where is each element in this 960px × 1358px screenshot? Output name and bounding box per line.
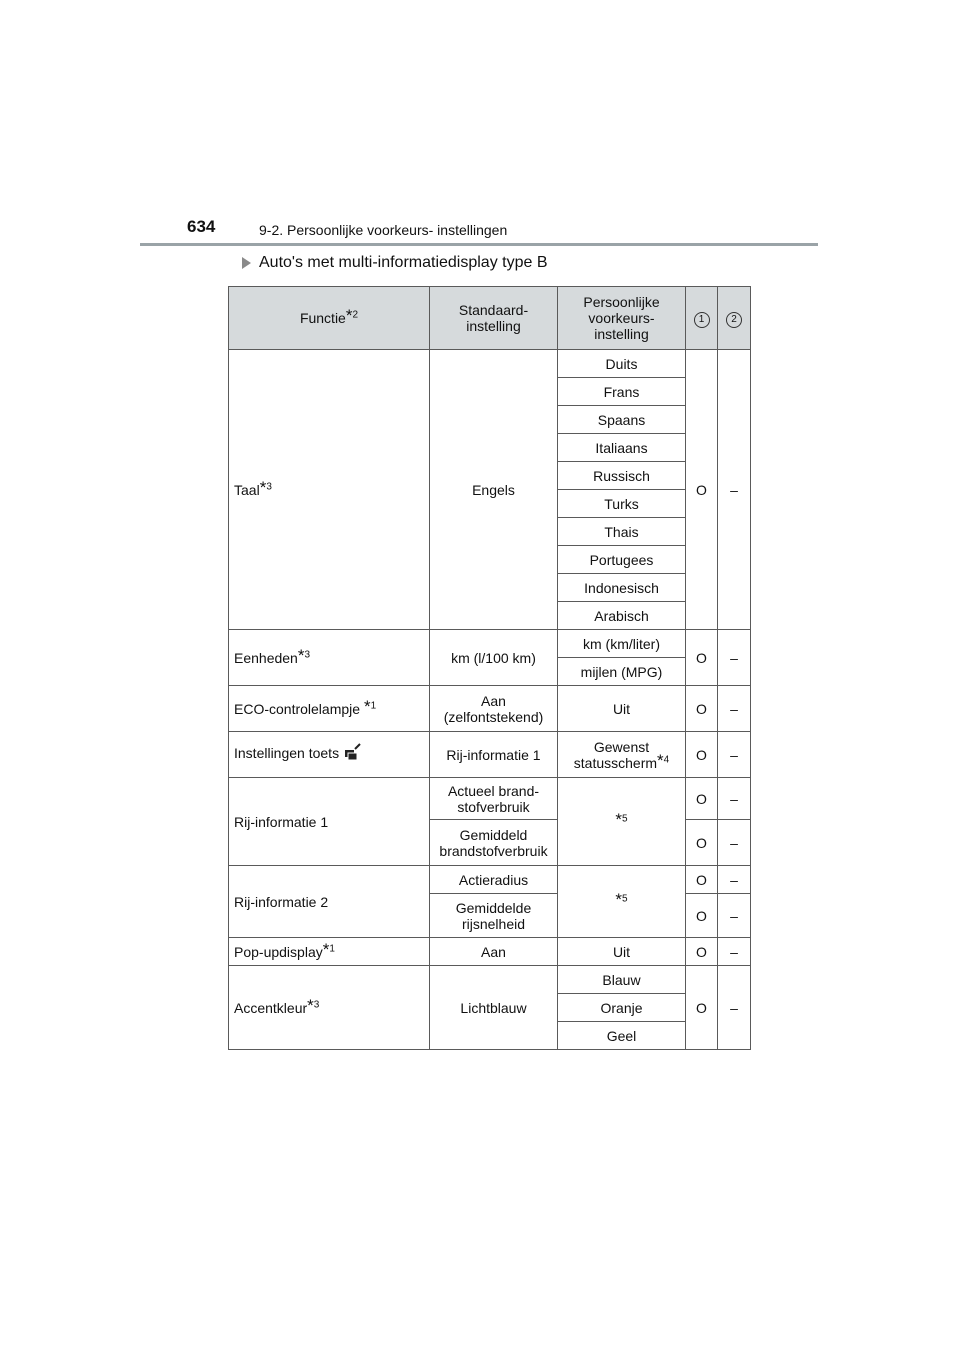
cell-col2: – <box>718 966 751 1050</box>
triangle-bullet-icon <box>242 257 251 269</box>
option-cell: Portugees <box>558 546 686 574</box>
option-cell: Geel <box>558 1022 686 1050</box>
cell-default-taal: Engels <box>430 350 558 630</box>
cell-col1: O <box>686 732 718 778</box>
cell-function-eco: ECO-controlelampje *$^1$ <box>229 686 430 732</box>
cell-col1: O <box>686 866 718 894</box>
option-cell: Oranje <box>558 994 686 1022</box>
circled-number-2: 2 <box>726 312 742 328</box>
settings-table <box>228 286 751 1050</box>
option-cell: Italiaans <box>558 434 686 462</box>
cell-col1: O <box>686 938 718 966</box>
subtitle-text: Auto's met multi-informatiedisplay type B <box>259 254 548 271</box>
cell-item-rij1-b: Gemiddeld brandstofverbruik <box>430 820 558 866</box>
cell-col2: – <box>718 350 751 630</box>
table-header-row <box>229 287 751 350</box>
cell-col2: – <box>718 630 751 686</box>
table-row <box>229 732 751 778</box>
option-cell: *$^5$ <box>558 778 686 866</box>
cell-function-popup: Pop-updisplay*$^1$ <box>229 938 430 966</box>
option-cell: Duits <box>558 350 686 378</box>
table-row <box>229 778 751 820</box>
cell-function-rij1: Rij-informatie 1 <box>229 778 430 866</box>
cell-item-rij1-a: Actueel brand- stofverbruik <box>430 778 558 820</box>
table-row <box>229 350 751 378</box>
cell-col2: – <box>718 778 751 820</box>
header-col-2 <box>718 287 751 350</box>
cell-col1: O <box>686 778 718 820</box>
section-title: 9-2. Persoonlijke voorkeurs- instellingen <box>259 222 508 238</box>
table-row <box>229 686 751 732</box>
cell-col1: O <box>686 350 718 630</box>
header-function: Functie*$^2$ <box>229 287 430 350</box>
option-cell: Uit <box>558 686 686 732</box>
cell-col2: – <box>718 732 751 778</box>
page-number: 634 <box>187 217 216 236</box>
cell-col1: O <box>686 686 718 732</box>
cell-col1: O <box>686 894 718 938</box>
cell-col2: – <box>718 938 751 966</box>
subtitle <box>242 254 548 272</box>
circled-number-1: 1 <box>694 312 710 328</box>
cell-function-toets: Instellingen toets <box>229 732 430 778</box>
cell-default-toets: Rij-informatie 1 <box>430 732 558 778</box>
option-cell: Russisch <box>558 462 686 490</box>
option-cell: Arabisch <box>558 602 686 630</box>
cell-col1: O <box>686 630 718 686</box>
cell-col2: – <box>718 894 751 938</box>
cell-default-eco: Aan (zelfontstekend) <box>430 686 558 732</box>
table-row <box>229 938 751 966</box>
cell-col1: O <box>686 820 718 866</box>
option-cell: Frans <box>558 378 686 406</box>
option-cell: Indonesisch <box>558 574 686 602</box>
header-default: Standaard- instelling <box>430 287 558 350</box>
settings-key-icon <box>343 743 363 766</box>
cell-col1: O <box>686 966 718 1050</box>
cell-function-taal: Taal*$^3$ <box>229 350 430 630</box>
header-divider <box>140 243 818 246</box>
option-cell: mijlen (MPG) <box>558 658 686 686</box>
header-col-1 <box>686 287 718 350</box>
header-custom: Persoonlijke voorkeurs- instelling <box>558 287 686 350</box>
cell-col2: – <box>718 866 751 894</box>
option-cell: Blauw <box>558 966 686 994</box>
option-cell: *$^5$ <box>558 866 686 938</box>
cell-col2: – <box>718 820 751 866</box>
cell-function-accent: Accentkleur*$^3$ <box>229 966 430 1050</box>
option-cell: Uit <box>558 938 686 966</box>
option-cell: Thais <box>558 518 686 546</box>
option-cell: Turks <box>558 490 686 518</box>
cell-item-rij2-b: Gemiddelde rijsnelheid <box>430 894 558 938</box>
table-row <box>229 966 751 994</box>
cell-item-rij2-a: Actieradius <box>430 866 558 894</box>
cell-col2: – <box>718 686 751 732</box>
cell-default-accent: Lichtblauw <box>430 966 558 1050</box>
table-row <box>229 866 751 894</box>
cell-default-eenheden: km (l/100 km) <box>430 630 558 686</box>
option-cell: km (km/liter) <box>558 630 686 658</box>
cell-default-popup: Aan <box>430 938 558 966</box>
cell-function-eenheden: Eenheden*$^3$ <box>229 630 430 686</box>
option-cell: Spaans <box>558 406 686 434</box>
table-row <box>229 630 751 658</box>
cell-function-rij2: Rij-informatie 2 <box>229 866 430 938</box>
option-cell: Gewenst statusscherm*$^4$ <box>558 732 686 778</box>
